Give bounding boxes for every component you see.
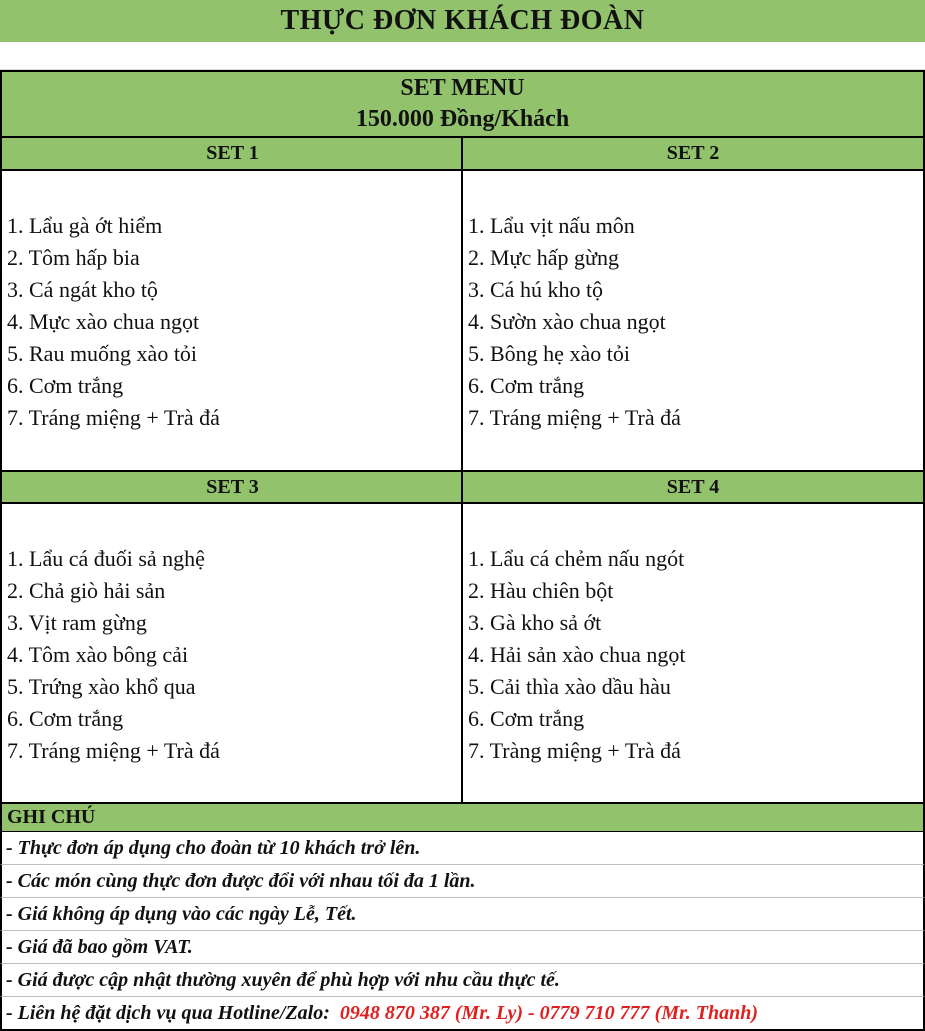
- list-item: 2. Chả giò hải sản: [7, 578, 166, 603]
- list-item: 1. Lẩu gà ớt hiểm: [7, 213, 163, 238]
- set-1-items: [0, 171, 463, 470]
- list-item: 6. Cơm trắng: [7, 706, 124, 731]
- list-item: 2. Mực hấp gừng: [468, 245, 619, 270]
- set-4-header: SET 4: [461, 470, 925, 504]
- note-line: - Các món cùng thực đơn được đổi với nhau tối đa 1 lần.: [0, 865, 925, 898]
- list-item: 3. Cá ngát kho tộ: [7, 277, 158, 302]
- list-item: 4. Sườn xào chua ngọt: [468, 309, 666, 334]
- list-item: 7. Tráng miệng + Trà đá: [7, 738, 220, 763]
- list-item: 7. Tráng miệng + Trà đá: [7, 405, 220, 430]
- list-item: 1. Lẩu cá chẻm nấu ngót: [468, 546, 685, 571]
- set-3-header: SET 3: [0, 470, 463, 504]
- set-1-header: SET 1: [0, 138, 463, 171]
- list-item: 4. Tôm xào bông cải: [7, 642, 189, 667]
- list-item: 2. Tôm hấp bia: [7, 245, 140, 270]
- list-item: 6. Cơm trắng: [468, 373, 585, 398]
- list-item: 2. Hàu chiên bột: [468, 578, 614, 603]
- list-item: 7. Tráng miệng + Trà đá: [468, 405, 681, 430]
- contact-label: - Liên hệ đặt dịch vụ qua Hotline/Zalo:: [6, 1001, 330, 1024]
- set-3-items: [0, 504, 463, 802]
- list-item: 3. Vịt ram gừng: [7, 610, 147, 635]
- set-2-header: SET 2: [461, 138, 925, 171]
- note-line: - Giá không áp dụng vào các ngày Lễ, Tết.: [0, 898, 925, 931]
- list-item: 5. Rau muống xào tỏi: [7, 341, 198, 366]
- set-menu-header: [0, 70, 925, 138]
- list-item: 6. Cơm trắng: [7, 373, 124, 398]
- list-item: 3. Gà kho sả ớt: [468, 610, 602, 635]
- note-line: - Thực đơn áp dụng cho đoàn từ 10 khách trở lên.: [0, 832, 925, 865]
- list-item: 3. Cá hú kho tộ: [468, 277, 604, 302]
- list-item: 7. Tràng miệng + Trà đá: [468, 738, 681, 763]
- set-menu-price: 150.000 Đồng/Khách: [355, 106, 570, 132]
- set-menu-heading: SET MENU: [400, 75, 525, 101]
- list-item: 6. Cơm trắng: [468, 706, 585, 731]
- list-item: 5. Cải thìa xào dầu hàu: [468, 674, 671, 699]
- set-2-items: [461, 171, 925, 470]
- list-item: 1. Lẩu vịt nấu môn: [468, 213, 635, 238]
- notes-header: GHI CHÚ: [0, 802, 925, 832]
- page-title: THỰC ĐƠN KHÁCH ĐOÀN: [0, 0, 925, 42]
- hotline-numbers[interactable]: 0948 870 387 (Mr. Ly) - 0779 710 777 (Mr. Thanh): [339, 1001, 759, 1024]
- list-item: 4. Hải sản xào chua ngọt: [468, 642, 686, 667]
- set-4-items: [461, 504, 925, 802]
- spacer-row: [0, 42, 925, 70]
- list-item: 4. Mực xào chua ngọt: [7, 309, 200, 334]
- note-line: - Giá được cập nhật thường xuyên để phù hợp với nhu cầu thực tế.: [0, 964, 925, 997]
- list-item: 5. Trứng xào khổ qua: [7, 674, 196, 699]
- list-item: 1. Lẩu cá đuối sả nghệ: [7, 546, 205, 571]
- note-line: - Giá đã bao gồm VAT.: [0, 931, 925, 964]
- contact-line: [0, 997, 925, 1031]
- list-item: 5. Bông hẹ xào tỏi: [468, 341, 630, 366]
